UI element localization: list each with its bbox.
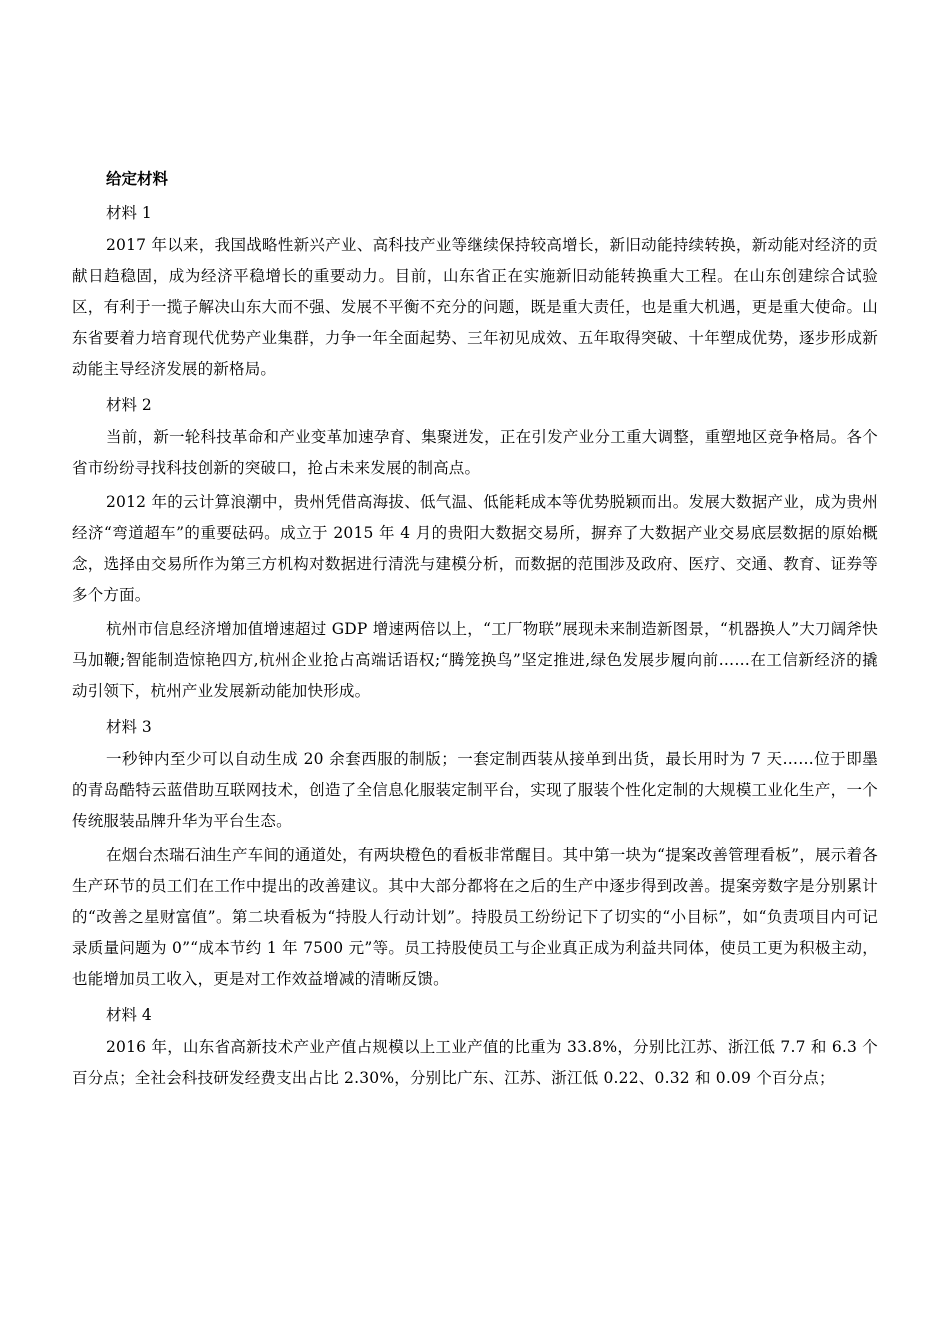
material-2-paragraph-2: 2012 年的云计算浪潮中，贵州凭借高海拔、低气温、低能耗成本等优势脱颖而出。发展大数据产业，成为贵州经济“弯道超车”的重要砝码。成立于 2015 年 4 月的贵阳大数据交易所，摒弃了大数据产业交易底层数据的原始概念，选择由交易所作为第三方机构对数据进行清洗与建模分析，而数据的范围涉及政府、医疗、交通、教育、证券等多个方面。 bbox=[72, 493, 878, 604]
material-4-paragraph-1: 2016 年，山东省高新技术产业产值占规模以上工业产值的比重为 33.8%，分别比江苏、浙江低 7.7 和 6.3 个百分点；全社会科技研发经费支出占比 2.30%，分别比广东、江苏、浙江低 0.22、0.32 和 0.09 个百分点； bbox=[72, 1038, 878, 1087]
material-2-label: 材料 2 bbox=[106, 396, 152, 414]
material-3-label: 材料 3 bbox=[106, 718, 152, 736]
material-3-paragraph-2: 在烟台杰瑞石油生产车间的通道处，有两块橙色的看板非常醒目。其中第一块为“提案改善管理看板”，展示着各生产环节的员工们在工作中提出的改善建议。其中大部分都将在之后的生产中逐步得到改善。提案旁数字是分别累计的“改善之星财富值”。第二块看板为“持股人行动计划”。持股员工纷纷记下了切实的“小目标”，如“负责项目内可记录质量问题为 0”“成本节约 1 年 7500 元”等。员工持股使员工与企业真正成为利益共同体，使员工更为积极主动，也能增加员工收入，更是对工作效益增减的清晰反馈。 bbox=[72, 846, 878, 988]
material-4-label: 材料 4 bbox=[106, 1006, 152, 1024]
material-2-paragraph-1: 当前，新一轮科技革命和产业变革加速孕育、集聚迸发，正在引发产业分工重大调整，重塑地区竞争格局。各个省市纷纷寻找科技创新的突破口，抢占未来发展的制高点。 bbox=[72, 428, 878, 477]
material-2-paragraph-3: 杭州市信息经济增加值增速超过 GDP 增速两倍以上，“工厂物联”展现未来制造新图景，“机器换人”大刀阔斧快马加鞭;智能制造惊艳四方,杭州企业抢占高端话语权;“腾笼换鸟”坚定推进,绿色发展步履向前……在工信新经济的撬动引领下，杭州产业发展新动能加快形成。 bbox=[72, 620, 878, 700]
material-3-paragraph-1: 一秒钟内至少可以自动生成 20 余套西服的制版；一套定制西装从接单到出货，最长用时为 7 天……位于即墨的青岛酷特云蓝借助互联网技术，创造了全信息化服装定制平台，实现了服装个性化定制的大规模工业化生产，一个传统服装品牌升华为平台生态。 bbox=[72, 750, 878, 830]
material-1-paragraph-1: 2017 年以来，我国战略性新兴产业、高科技产业等继续保持较高增长，新旧动能持续转换，新动能对经济的贡献日趋稳固，成为经济平稳增长的重要动力。目前，山东省正在实施新旧动能转换重大工程。在山东创建综合试验区，有利于一揽子解决山东大而不强、发展不平衡不充分的问题，既是重大责任，也是重大机遇，更是重大使命。山东省要着力培育现代优势产业集群，力争一年全面起势、三年初见成效、五年取得突破、十年塑成优势，逐步形成新动能主导经济发展的新格局。 bbox=[72, 236, 878, 378]
material-1-label: 材料 1 bbox=[106, 204, 152, 222]
section-heading: 给定材料 bbox=[106, 170, 169, 188]
document-body bbox=[72, 162, 878, 1097]
